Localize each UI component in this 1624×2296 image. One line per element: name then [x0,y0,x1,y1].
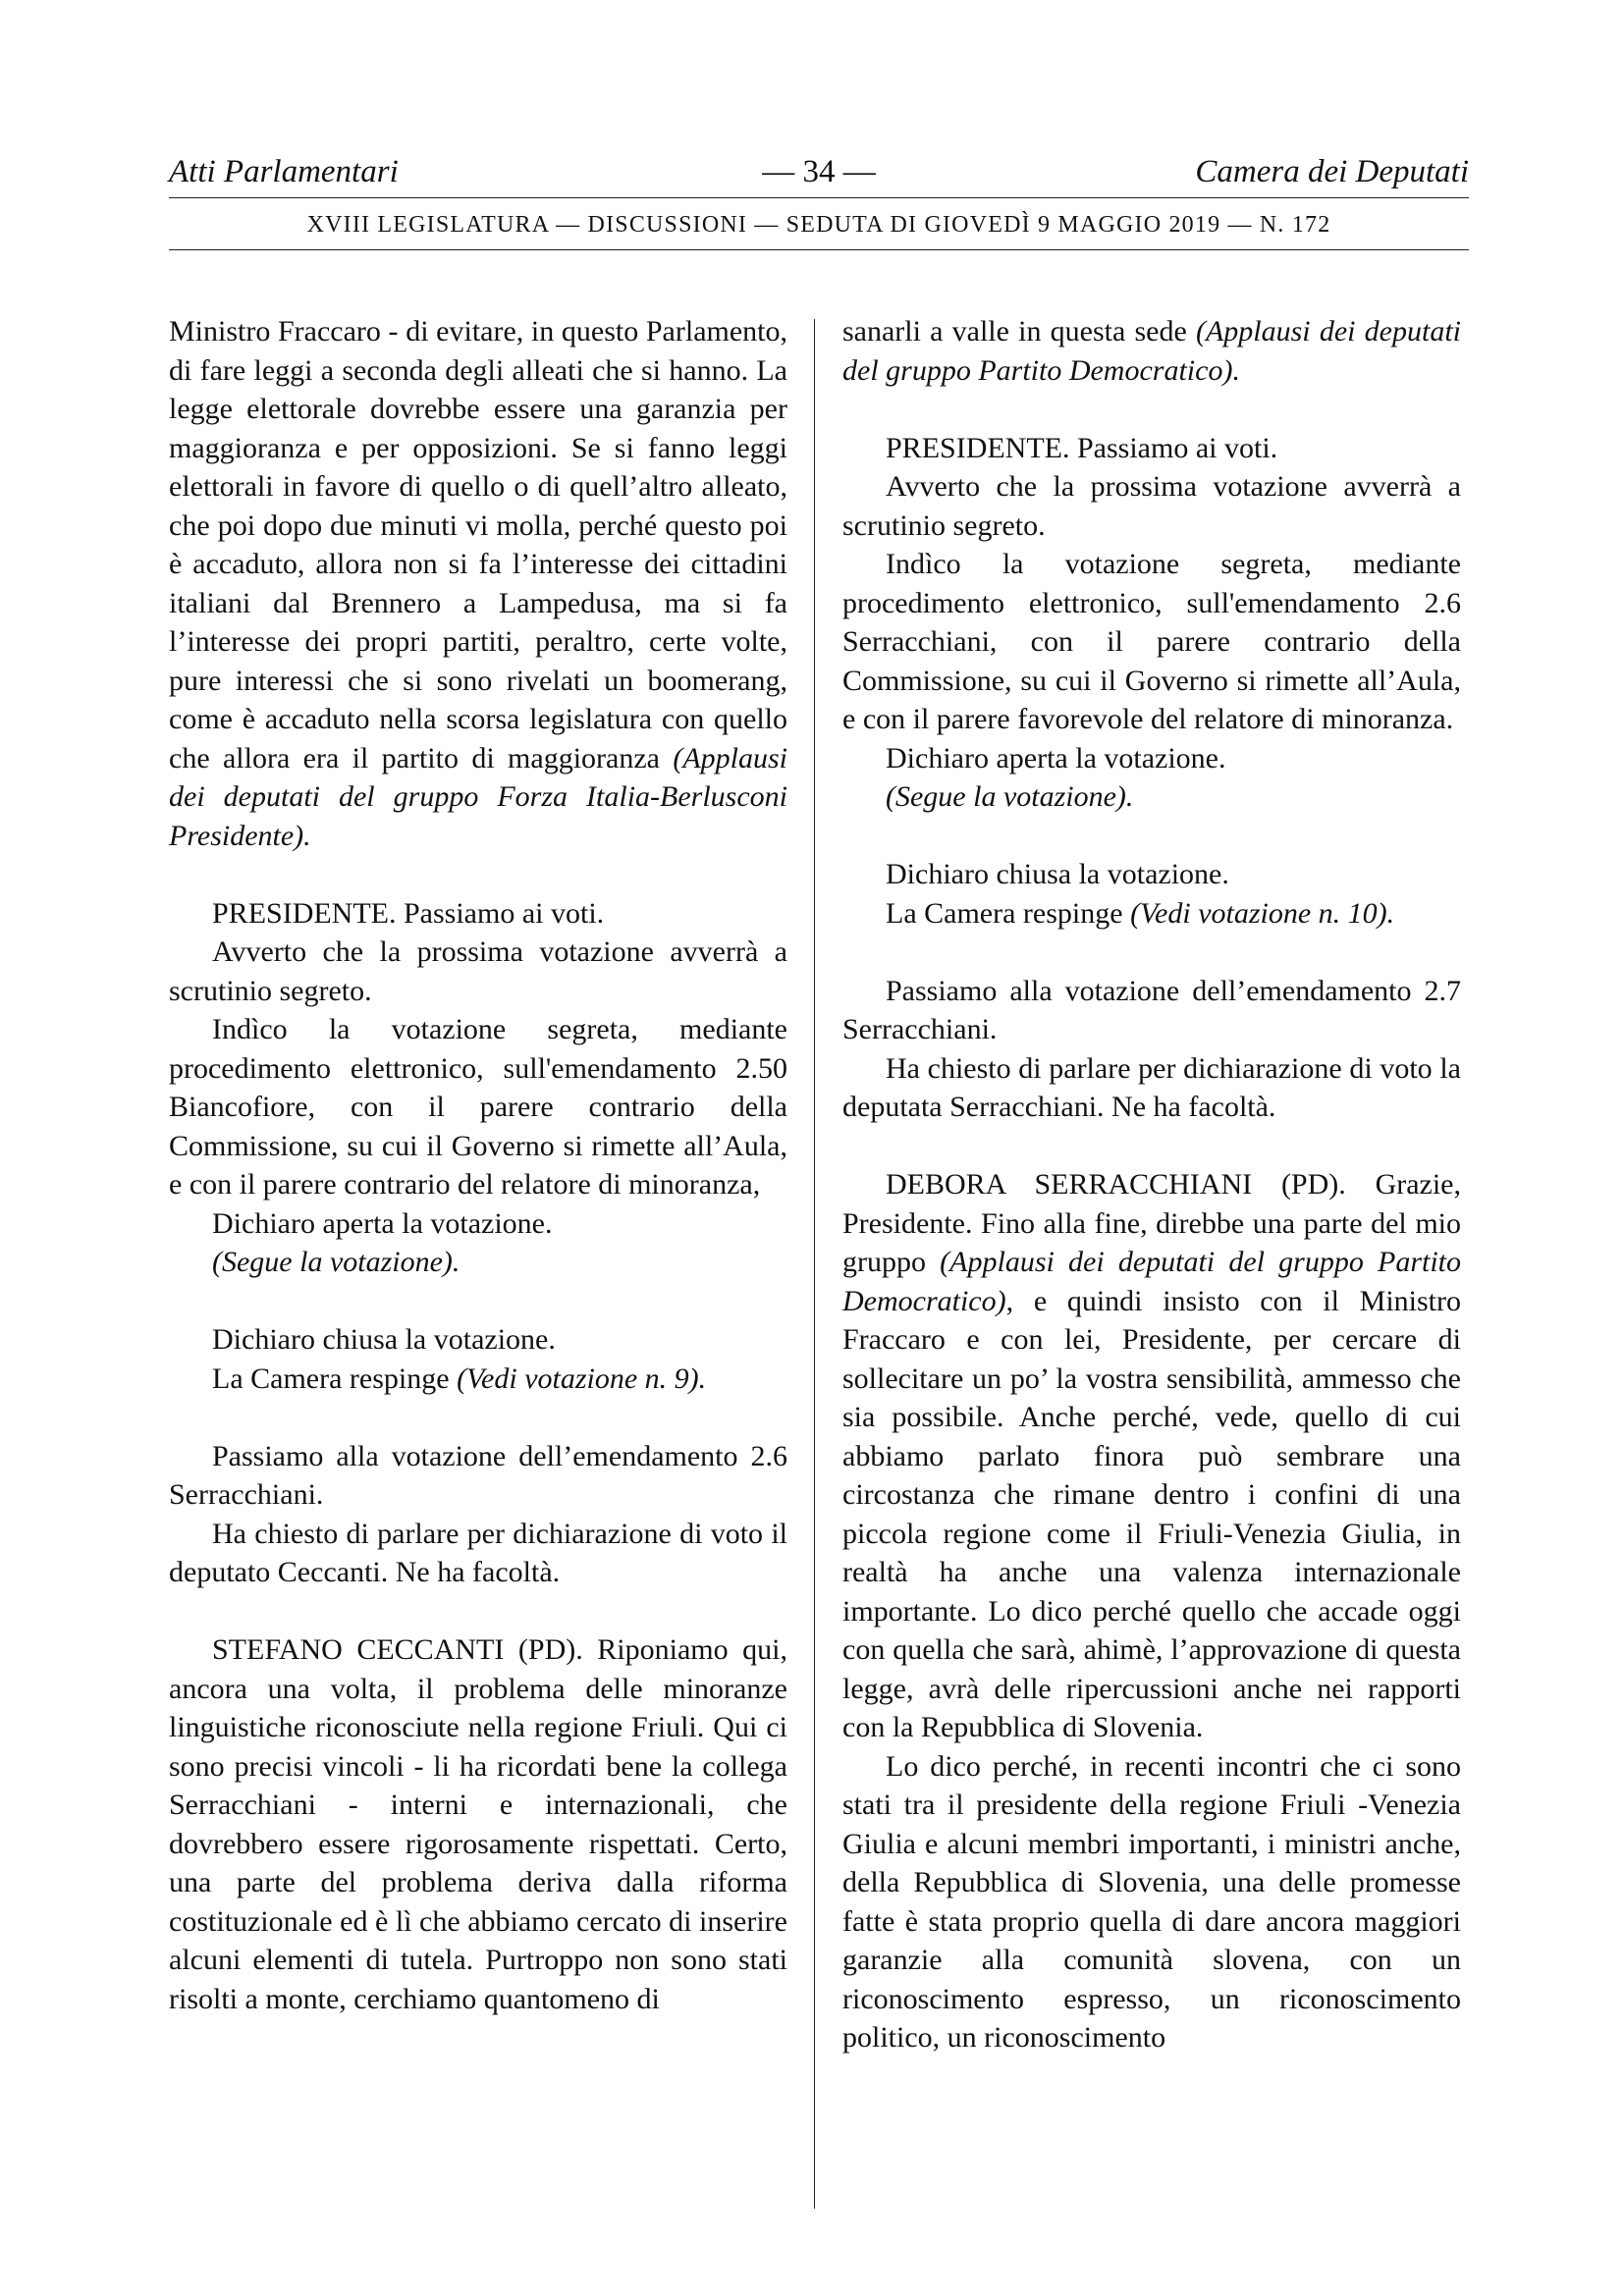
paragraph: Ha chiesto di parlare per dichiarazione di voto la deputata Serracchiani. Ne ha facoltà. [842,1051,1461,1123]
paragraph: Ministro Fraccaro - di evitare, in questo Parlamento, di fare leggi a seconda degli alleati che si hanno. La legge elettorale dovrebbe essere una garanzia per maggioranza e per opposizioni. Se si fanno leggi elettorali in favore di quello o di quell’altro alleato, che poi dopo due minuti vi molla, perché questo poi è accaduto, allora non si fa l’interesse dei cittadini italiani dal Brennero a Lampedusa, ma si fa l’interesse dei propri partiti, peraltro, certe volte, pure interessi che si sono rivelati un boomerang, come è accaduto nella scorsa legislatura con quello che allora era il partito di maggioranza (Applausi dei deputati del gruppo Forza Italia-Berlusconi Presidente). [169,315,787,852]
header-left: Atti Parlamentari [169,154,399,189]
paragraph: Lo dico perché, in recenti incontri che ci sono stati tra il presidente della regione Friuli -Venezia Giulia e alcuni membri importanti, i ministri anche, della Repubblica di Slovenia, una delle promesse fatte è stata proprio quella di dare ancora maggiori garanzie alla comunità slovena, con un riconoscimento espresso, un riconoscimento politico, un riconoscimento [842,1749,1461,2054]
paragraph: (Segue la votazione). [212,1246,460,1278]
speaker-party: (PD) [1280,1168,1339,1201]
page-number: — 34 — [762,154,876,189]
speech-paragraph: DEBORA SERRACCHIANI (PD). Grazie, Presidente. Fino alla fine, direbbe una parte del mio gruppo (Applausi dei deputati del gruppo Partito Democratico), e quindi insisto con il Ministro Fraccaro e con lei, Presidente, per cercare di sollecitare un po’ la vostra sensibilità, ammesso che sia possibile. Anche perché, vede, quello di cui abbiamo parlato finora può sembrare una circostanza che rimane dentro i confini di una piccola regione come il Friuli-Venezia Giulia, in realtà ha anche una valenza internazionale importante. Lo dico perché quello che accade oggi con quella che sarà, ahimè, l’approvazione di questa legge, avrà delle ripercussioni anche nei rapporti con la Repubblica di Slovenia. [842,1168,1461,1743]
paragraph: PRESIDENTE. Passiamo ai voti. [886,431,1278,464]
paragraph: Passiamo alla votazione dell’emendamento 2.7 Serracchiani. [842,974,1461,1045]
paragraph: Dichiaro aperta la votazione. [886,741,1226,774]
paragraph: Dichiaro aperta la votazione. [212,1206,553,1240]
speaker-party: (PD) [517,1633,576,1666]
paragraph: (Segue la votazione). [886,780,1134,813]
paragraph: Dichiaro chiusa la votazione. [886,858,1229,890]
paragraph: sanarli a valle in questa sede (Applausi dei deputati del gruppo Partito Democratico). [842,315,1461,387]
left-column [169,312,787,2018]
paragraph: Ha chiesto di parlare per dichiarazione di voto il deputato Ceccanti. Ne ha facoltà. [169,1517,787,1588]
right-column [842,312,1461,2057]
header-rule-top [169,197,1469,198]
running-header [169,150,1469,193]
paragraph: Avverto che la prossima votazione avverrà a scrutinio segreto. [169,935,787,1007]
column-divider [814,319,815,2209]
speaker-name: DEBORA SERRACCHIANI [886,1168,1253,1201]
speech-paragraph: STEFANO CECCANTI (PD). Riponiamo qui, ancora una volta, il problema delle minoranze linguistiche riconosciute nella regione Friuli. Qui ci sono precisi vincoli - li ha ricordati bene la collega Serracchiani - interni e internazionali, che dovrebbero essere rigorosamente rispettati. Certo, una parte del problema deriva dalla riforma costituzionale ed è lì che abbiamo cercato di inserire alcuni elementi di tutela. Purtroppo non sono stati risolti a monte, cerchiamo quantomeno di [169,1633,787,2015]
paragraph: La Camera respinge (Vedi votazione n. 9). [212,1362,707,1395]
paragraph: Indìco la votazione segreta, mediante procedimento elettronico, sull'emendamento 2.50 Biancofiore, con il parere contrario della Commissione, su cui il Governo si rimette all’Aula, e con il parere contrario del relatore di minoranza, [169,1013,787,1201]
paragraph: PRESIDENTE. Passiamo ai voti. [212,896,605,930]
speaker-name: STEFANO CECCANTI [212,1633,505,1666]
paragraph: Dichiaro chiusa la votazione. [212,1323,556,1356]
paragraph: Indìco la votazione segreta, mediante procedimento elettronico, sull'emendamento 2.6 Serracchiani, con il parere contrario della Commissione, su cui il Governo si rimette all’Aula, e con il parere favorevole del relatore di minoranza. [842,548,1461,735]
paragraph: Passiamo alla votazione dell’emendamento 2.6 Serracchiani. [169,1439,787,1511]
paragraph: La Camera respinge (Vedi votazione n. 10). [886,896,1395,930]
header-right: Camera dei Deputati [1195,154,1469,189]
paragraph: Avverto che la prossima votazione avverrà a scrutinio segreto. [842,470,1461,542]
header-rule-bottom [169,249,1469,250]
header-subtitle: XVIII LEGISLATURA — DISCUSSIONI — SEDUTA DI GIOVEDÌ 9 MAGGIO 2019 — N. 172 [306,212,1331,238]
